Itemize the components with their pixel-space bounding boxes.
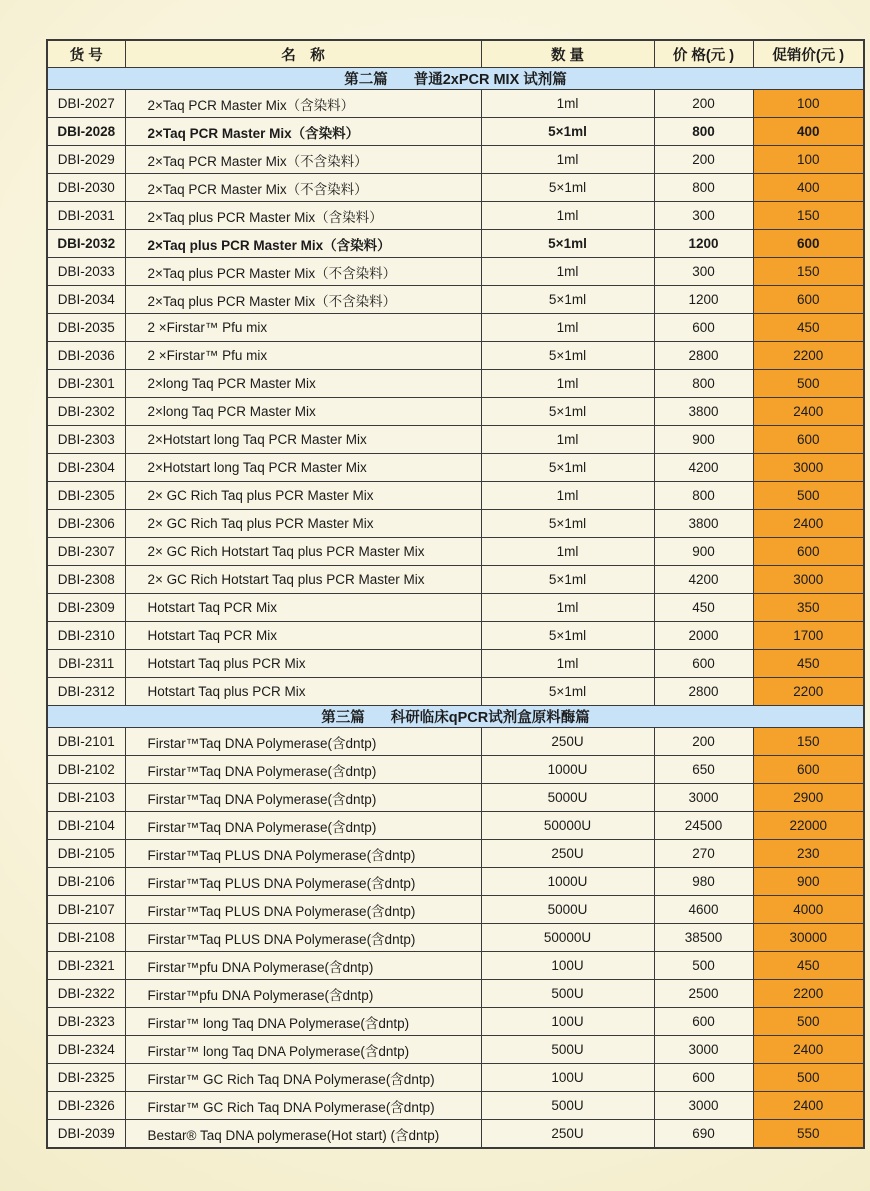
cell-price: 1200 bbox=[654, 286, 753, 314]
product-row bbox=[47, 678, 864, 706]
cell-qty: 5×1ml bbox=[481, 230, 654, 258]
cell-price: 24500 bbox=[654, 812, 753, 840]
cell-price: 2000 bbox=[654, 622, 753, 650]
cell-price: 4600 bbox=[654, 896, 753, 924]
cell-code: DBI-2101 bbox=[47, 728, 125, 756]
cell-code: DBI-2031 bbox=[47, 202, 125, 230]
cell-price: 3000 bbox=[654, 784, 753, 812]
cell-name: Firstar™Taq DNA Polymerase(含dntp) bbox=[125, 756, 481, 784]
price-table-header bbox=[47, 40, 864, 68]
product-row bbox=[47, 510, 864, 538]
cell-qty: 5×1ml bbox=[481, 342, 654, 370]
cell-promo: 500 bbox=[753, 482, 864, 510]
product-row bbox=[47, 314, 864, 342]
cell-code: DBI-2105 bbox=[47, 840, 125, 868]
cell-price: 800 bbox=[654, 118, 753, 146]
cell-promo: 900 bbox=[753, 868, 864, 896]
cell-qty: 5000U bbox=[481, 784, 654, 812]
cell-qty: 5×1ml bbox=[481, 678, 654, 706]
cell-price: 800 bbox=[654, 174, 753, 202]
cell-name: Firstar™pfu DNA Polymerase(含dntp) bbox=[125, 952, 481, 980]
product-row bbox=[47, 952, 864, 980]
cell-qty: 1ml bbox=[481, 90, 654, 118]
cell-qty: 500U bbox=[481, 1092, 654, 1120]
price-table bbox=[46, 39, 865, 1149]
cell-qty: 5×1ml bbox=[481, 286, 654, 314]
cell-name: 2× GC Rich Hotstart Taq plus PCR Master Mix bbox=[125, 566, 481, 594]
cell-code: DBI-2304 bbox=[47, 454, 125, 482]
product-row bbox=[47, 924, 864, 952]
cell-promo: 2200 bbox=[753, 678, 864, 706]
cell-promo: 400 bbox=[753, 174, 864, 202]
product-row bbox=[47, 840, 864, 868]
cell-qty: 5×1ml bbox=[481, 622, 654, 650]
cell-code: DBI-2108 bbox=[47, 924, 125, 952]
product-row bbox=[47, 728, 864, 756]
cell-qty: 500U bbox=[481, 980, 654, 1008]
product-row bbox=[47, 174, 864, 202]
cell-code: DBI-2326 bbox=[47, 1092, 125, 1120]
cell-price: 500 bbox=[654, 952, 753, 980]
product-row bbox=[47, 454, 864, 482]
column-header-name: 名 称 bbox=[125, 40, 481, 68]
cell-price: 38500 bbox=[654, 924, 753, 952]
product-row bbox=[47, 286, 864, 314]
cell-qty: 250U bbox=[481, 840, 654, 868]
product-row bbox=[47, 650, 864, 678]
cell-promo: 2400 bbox=[753, 510, 864, 538]
cell-code: DBI-2103 bbox=[47, 784, 125, 812]
cell-qty: 1ml bbox=[481, 482, 654, 510]
section-band-1 bbox=[47, 68, 864, 90]
cell-code: DBI-2102 bbox=[47, 756, 125, 784]
cell-promo: 2900 bbox=[753, 784, 864, 812]
cell-price: 200 bbox=[654, 90, 753, 118]
cell-code: DBI-2034 bbox=[47, 286, 125, 314]
cell-price: 900 bbox=[654, 538, 753, 566]
product-row bbox=[47, 622, 864, 650]
cell-price: 270 bbox=[654, 840, 753, 868]
cell-price: 300 bbox=[654, 202, 753, 230]
cell-price: 800 bbox=[654, 370, 753, 398]
cell-code: DBI-2310 bbox=[47, 622, 125, 650]
cell-code: DBI-2312 bbox=[47, 678, 125, 706]
cell-name: 2×Taq plus PCR Master Mix（含染料） bbox=[125, 202, 481, 230]
section-title-number: 第二篇 bbox=[344, 72, 388, 88]
product-row bbox=[47, 146, 864, 174]
cell-promo: 450 bbox=[753, 314, 864, 342]
section-title-text: 科研临床qPCR试剂盒原料酶篇 bbox=[390, 710, 590, 726]
cell-promo: 150 bbox=[753, 258, 864, 286]
product-row bbox=[47, 868, 864, 896]
cell-name: 2×Hotstart long Taq PCR Master Mix bbox=[125, 426, 481, 454]
cell-qty: 1ml bbox=[481, 314, 654, 342]
cell-code: DBI-2107 bbox=[47, 896, 125, 924]
product-row bbox=[47, 566, 864, 594]
cell-promo: 600 bbox=[753, 426, 864, 454]
product-row bbox=[47, 1064, 864, 1092]
cell-qty: 1000U bbox=[481, 868, 654, 896]
cell-promo: 22000 bbox=[753, 812, 864, 840]
cell-name: 2×Taq PCR Master Mix（含染料） bbox=[125, 118, 481, 146]
cell-name: 2 ×Firstar™ Pfu mix bbox=[125, 342, 481, 370]
cell-price: 3800 bbox=[654, 510, 753, 538]
product-row bbox=[47, 1036, 864, 1064]
cell-qty: 100U bbox=[481, 1008, 654, 1036]
cell-code: DBI-2033 bbox=[47, 258, 125, 286]
product-row bbox=[47, 398, 864, 426]
cell-qty: 5000U bbox=[481, 896, 654, 924]
cell-name: 2×Taq plus PCR Master Mix（含染料） bbox=[125, 230, 481, 258]
cell-name: Hotstart Taq PCR Mix bbox=[125, 622, 481, 650]
cell-qty: 1ml bbox=[481, 146, 654, 174]
price-table-body bbox=[47, 68, 864, 1149]
cell-price: 4200 bbox=[654, 454, 753, 482]
cell-price: 600 bbox=[654, 1064, 753, 1092]
cell-qty: 5×1ml bbox=[481, 566, 654, 594]
cell-promo: 230 bbox=[753, 840, 864, 868]
cell-price: 300 bbox=[654, 258, 753, 286]
cell-qty: 5×1ml bbox=[481, 118, 654, 146]
section-band-2 bbox=[47, 706, 864, 728]
cell-code: DBI-2309 bbox=[47, 594, 125, 622]
cell-promo: 2400 bbox=[753, 398, 864, 426]
cell-code: DBI-2303 bbox=[47, 426, 125, 454]
cell-qty: 1ml bbox=[481, 650, 654, 678]
cell-promo: 2200 bbox=[753, 342, 864, 370]
cell-code: DBI-2324 bbox=[47, 1036, 125, 1064]
column-header-price: 价 格(元 ) bbox=[654, 40, 753, 68]
product-row bbox=[47, 202, 864, 230]
section-title bbox=[47, 68, 864, 90]
cell-code: DBI-2036 bbox=[47, 342, 125, 370]
cell-promo: 2400 bbox=[753, 1092, 864, 1120]
cell-code: DBI-2104 bbox=[47, 812, 125, 840]
cell-price: 600 bbox=[654, 650, 753, 678]
cell-name: Firstar™Taq DNA Polymerase(含dntp) bbox=[125, 728, 481, 756]
cell-qty: 1ml bbox=[481, 202, 654, 230]
cell-price: 1200 bbox=[654, 230, 753, 258]
cell-price: 3000 bbox=[654, 1092, 753, 1120]
cell-code: DBI-2035 bbox=[47, 314, 125, 342]
cell-price: 200 bbox=[654, 146, 753, 174]
cell-qty: 5×1ml bbox=[481, 454, 654, 482]
cell-promo: 1700 bbox=[753, 622, 864, 650]
cell-name: 2× GC Rich Taq plus PCR Master Mix bbox=[125, 510, 481, 538]
cell-qty: 100U bbox=[481, 1064, 654, 1092]
cell-qty: 1ml bbox=[481, 370, 654, 398]
product-row bbox=[47, 896, 864, 924]
product-row bbox=[47, 980, 864, 1008]
cell-name: Firstar™pfu DNA Polymerase(含dntp) bbox=[125, 980, 481, 1008]
cell-promo: 30000 bbox=[753, 924, 864, 952]
cell-code: DBI-2307 bbox=[47, 538, 125, 566]
product-row bbox=[47, 538, 864, 566]
cell-code: DBI-2325 bbox=[47, 1064, 125, 1092]
cell-promo: 100 bbox=[753, 90, 864, 118]
cell-code: DBI-2311 bbox=[47, 650, 125, 678]
cell-promo: 600 bbox=[753, 538, 864, 566]
cell-name: Hotstart Taq plus PCR Mix bbox=[125, 678, 481, 706]
cell-name: Firstar™Taq DNA Polymerase(含dntp) bbox=[125, 784, 481, 812]
product-row bbox=[47, 756, 864, 784]
cell-qty: 1ml bbox=[481, 538, 654, 566]
product-row bbox=[47, 784, 864, 812]
cell-code: DBI-2027 bbox=[47, 90, 125, 118]
cell-name: Firstar™Taq PLUS DNA Polymerase(含dntp) bbox=[125, 868, 481, 896]
cell-qty: 250U bbox=[481, 728, 654, 756]
cell-promo: 500 bbox=[753, 370, 864, 398]
column-header-qty: 数 量 bbox=[481, 40, 654, 68]
cell-name: Firstar™ long Taq DNA Polymerase(含dntp) bbox=[125, 1008, 481, 1036]
cell-name: Firstar™Taq PLUS DNA Polymerase(含dntp) bbox=[125, 924, 481, 952]
cell-qty: 50000U bbox=[481, 812, 654, 840]
cell-promo: 500 bbox=[753, 1008, 864, 1036]
cell-name: 2×Hotstart long Taq PCR Master Mix bbox=[125, 454, 481, 482]
cell-code: DBI-2039 bbox=[47, 1120, 125, 1149]
cell-price: 2800 bbox=[654, 678, 753, 706]
product-row bbox=[47, 426, 864, 454]
cell-promo: 100 bbox=[753, 146, 864, 174]
cell-promo: 3000 bbox=[753, 454, 864, 482]
cell-price: 450 bbox=[654, 594, 753, 622]
cell-price: 2800 bbox=[654, 342, 753, 370]
product-row bbox=[47, 90, 864, 118]
product-row bbox=[47, 1008, 864, 1036]
cell-code: DBI-2308 bbox=[47, 566, 125, 594]
cell-name: Firstar™Taq DNA Polymerase(含dntp) bbox=[125, 812, 481, 840]
cell-price: 3000 bbox=[654, 1036, 753, 1064]
cell-qty: 5×1ml bbox=[481, 174, 654, 202]
cell-price: 800 bbox=[654, 482, 753, 510]
cell-qty: 5×1ml bbox=[481, 398, 654, 426]
cell-promo: 450 bbox=[753, 952, 864, 980]
product-row bbox=[47, 594, 864, 622]
cell-promo: 150 bbox=[753, 202, 864, 230]
cell-code: DBI-2030 bbox=[47, 174, 125, 202]
cell-price: 600 bbox=[654, 314, 753, 342]
cell-name: 2× GC Rich Hotstart Taq plus PCR Master Mix bbox=[125, 538, 481, 566]
cell-code: DBI-2301 bbox=[47, 370, 125, 398]
cell-name: Firstar™ GC Rich Taq DNA Polymerase(含dntp) bbox=[125, 1092, 481, 1120]
cell-name: 2×Taq PCR Master Mix（不含染料） bbox=[125, 146, 481, 174]
cell-price: 3800 bbox=[654, 398, 753, 426]
cell-promo: 350 bbox=[753, 594, 864, 622]
cell-code: DBI-2302 bbox=[47, 398, 125, 426]
cell-qty: 5×1ml bbox=[481, 510, 654, 538]
cell-promo: 550 bbox=[753, 1120, 864, 1149]
cell-name: Firstar™Taq PLUS DNA Polymerase(含dntp) bbox=[125, 840, 481, 868]
cell-qty: 500U bbox=[481, 1036, 654, 1064]
cell-name: 2 ×Firstar™ Pfu mix bbox=[125, 314, 481, 342]
column-header-promo: 促销价(元 ) bbox=[753, 40, 864, 68]
section-title-number: 第三篇 bbox=[321, 710, 365, 726]
cell-code: DBI-2029 bbox=[47, 146, 125, 174]
section-title bbox=[47, 706, 864, 728]
cell-name: 2×Taq PCR Master Mix（含染料） bbox=[125, 90, 481, 118]
product-row bbox=[47, 342, 864, 370]
cell-name: 2×Taq PCR Master Mix（不含染料） bbox=[125, 174, 481, 202]
cell-code: DBI-2321 bbox=[47, 952, 125, 980]
cell-name: 2× GC Rich Taq plus PCR Master Mix bbox=[125, 482, 481, 510]
cell-promo: 4000 bbox=[753, 896, 864, 924]
cell-code: DBI-2028 bbox=[47, 118, 125, 146]
cell-price: 200 bbox=[654, 728, 753, 756]
cell-qty: 250U bbox=[481, 1120, 654, 1149]
column-header-code: 货 号 bbox=[47, 40, 125, 68]
cell-qty: 1ml bbox=[481, 426, 654, 454]
cell-qty: 50000U bbox=[481, 924, 654, 952]
cell-code: DBI-2322 bbox=[47, 980, 125, 1008]
cell-promo: 400 bbox=[753, 118, 864, 146]
product-row bbox=[47, 482, 864, 510]
cell-promo: 150 bbox=[753, 728, 864, 756]
cell-code: DBI-2323 bbox=[47, 1008, 125, 1036]
cell-name: Hotstart Taq plus PCR Mix bbox=[125, 650, 481, 678]
cell-code: DBI-2032 bbox=[47, 230, 125, 258]
cell-name: Firstar™ GC Rich Taq DNA Polymerase(含dntp) bbox=[125, 1064, 481, 1092]
cell-promo: 500 bbox=[753, 1064, 864, 1092]
cell-price: 650 bbox=[654, 756, 753, 784]
cell-price: 4200 bbox=[654, 566, 753, 594]
cell-promo: 600 bbox=[753, 756, 864, 784]
cell-name: Hotstart Taq PCR Mix bbox=[125, 594, 481, 622]
product-row bbox=[47, 370, 864, 398]
section-title-text: 普通2xPCR MIX 试剂篇 bbox=[413, 72, 567, 88]
cell-promo: 450 bbox=[753, 650, 864, 678]
cell-price: 900 bbox=[654, 426, 753, 454]
cell-name: Bestar® Taq DNA polymerase(Hot start) (含dntp) bbox=[125, 1120, 481, 1149]
cell-promo: 3000 bbox=[753, 566, 864, 594]
cell-price: 2500 bbox=[654, 980, 753, 1008]
cell-promo: 600 bbox=[753, 230, 864, 258]
product-row bbox=[47, 1120, 864, 1149]
cell-name: Firstar™Taq PLUS DNA Polymerase(含dntp) bbox=[125, 896, 481, 924]
cell-promo: 2400 bbox=[753, 1036, 864, 1064]
product-row bbox=[47, 812, 864, 840]
product-row bbox=[47, 1092, 864, 1120]
cell-qty: 1ml bbox=[481, 258, 654, 286]
cell-code: DBI-2106 bbox=[47, 868, 125, 896]
cell-price: 690 bbox=[654, 1120, 753, 1149]
cell-name: 2×Taq plus PCR Master Mix（不含染料） bbox=[125, 258, 481, 286]
cell-name: 2×Taq plus PCR Master Mix（不含染料） bbox=[125, 286, 481, 314]
product-row bbox=[47, 118, 864, 146]
cell-promo: 2200 bbox=[753, 980, 864, 1008]
cell-code: DBI-2305 bbox=[47, 482, 125, 510]
product-row bbox=[47, 258, 864, 286]
cell-qty: 1ml bbox=[481, 594, 654, 622]
cell-qty: 100U bbox=[481, 952, 654, 980]
product-row bbox=[47, 230, 864, 258]
cell-qty: 1000U bbox=[481, 756, 654, 784]
header-row bbox=[47, 40, 864, 68]
cell-code: DBI-2306 bbox=[47, 510, 125, 538]
cell-name: 2×long Taq PCR Master Mix bbox=[125, 370, 481, 398]
cell-name: 2×long Taq PCR Master Mix bbox=[125, 398, 481, 426]
cell-promo: 600 bbox=[753, 286, 864, 314]
cell-price: 600 bbox=[654, 1008, 753, 1036]
cell-name: Firstar™ long Taq DNA Polymerase(含dntp) bbox=[125, 1036, 481, 1064]
cell-price: 980 bbox=[654, 868, 753, 896]
